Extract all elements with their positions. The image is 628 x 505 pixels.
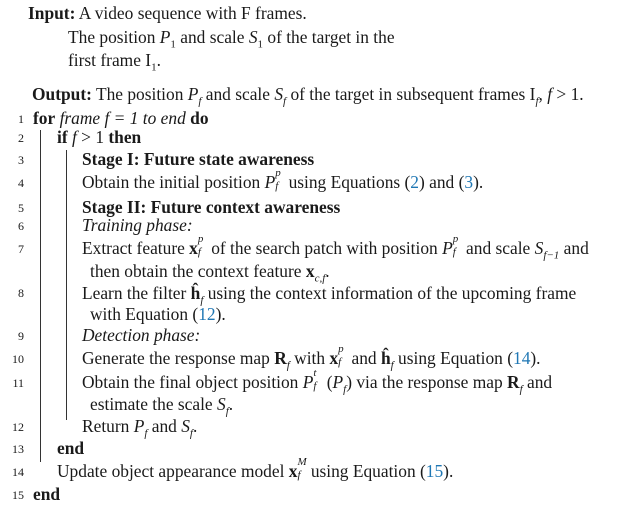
input-label: Input: bbox=[28, 3, 76, 23]
line-number: 3 bbox=[18, 153, 24, 167]
algo-line-8-cont: with Equation (12). bbox=[90, 304, 226, 324]
line-number: 15 bbox=[12, 488, 24, 502]
line-number: 1 bbox=[18, 112, 24, 126]
algo-line-3 bbox=[82, 149, 314, 169]
line-number: 9 bbox=[18, 329, 24, 343]
algo-line-8: Learn the filter $ĥ_f$ using the context information of the upcoming frame bbox=[82, 283, 577, 307]
line-number: 6 bbox=[18, 219, 24, 233]
line-number: 10 bbox=[12, 352, 24, 366]
algo-line-11-cont: estimate the scale $S_f$. bbox=[90, 394, 234, 418]
algo-line-14: Update object appearance model x M f using Equation (15). bbox=[57, 456, 454, 481]
algo-line-5 bbox=[82, 197, 340, 217]
line-number: 7 bbox=[18, 242, 24, 256]
line-number: 8 bbox=[18, 286, 24, 300]
output-line: Output: The position $P_f$ and scale $S_f$ of the target in subsequent frames $I_f$, f > 1. bbox=[32, 84, 584, 108]
algo-line-7: Extract feature x p f of the search patch with position P p f and scale $S_{f-1}$ and bbox=[82, 233, 589, 262]
equation-ref-12[interactable]: 12 bbox=[198, 304, 216, 324]
input-line-2: The position $P_1$ and scale $S_1$ of the target in the bbox=[68, 27, 395, 51]
algo-line-4: Obtain the initial position P p f using Equations (2) and (3). bbox=[82, 167, 484, 192]
algo-line-10: Generate the response map $R_f$ with x p f and $ĥ_f$ using Equation (14). bbox=[82, 343, 541, 372]
input-line-3: first frame $I_1$. bbox=[68, 50, 161, 74]
stage-1-heading: Stage I: Future state awareness bbox=[82, 149, 315, 169]
algo-line-11: Obtain the final object position P t f $(P_f)$ via the response map $R_f$ and bbox=[82, 367, 553, 396]
algo-line-13: end bbox=[57, 438, 85, 458]
algo-line-9: Detection phase: bbox=[82, 325, 201, 345]
line-number: 13 bbox=[12, 442, 24, 456]
equation-ref-15[interactable]: 15 bbox=[425, 461, 444, 481]
algo-line-15: end bbox=[33, 484, 61, 504]
output-label: Output: bbox=[32, 84, 92, 104]
algo-line-6: Training phase: bbox=[82, 215, 193, 235]
line-number: 4 bbox=[18, 176, 24, 190]
line-number: 11 bbox=[12, 376, 24, 390]
equation-ref-14[interactable]: 14 bbox=[513, 348, 531, 368]
input-line-1: Input: A video sequence with F frames. bbox=[28, 3, 307, 23]
algo-line-2: if f > 1 then bbox=[57, 127, 142, 147]
stage-2-heading: Stage II: Future context awareness bbox=[82, 197, 341, 217]
line-number: 14 bbox=[12, 465, 24, 479]
line-number: 5 bbox=[18, 201, 24, 215]
equation-ref-2[interactable]: 2 bbox=[410, 172, 419, 192]
if-block-bar bbox=[66, 150, 67, 420]
algo-line-1: for frame f = 1 to end do bbox=[33, 108, 209, 128]
equation-ref-3[interactable]: 3 bbox=[464, 172, 474, 192]
for-block-bar bbox=[40, 130, 41, 462]
line-number: 12 bbox=[12, 420, 24, 434]
algo-line-12: Return $P_f$ and $S_f$. bbox=[82, 416, 198, 440]
line-number: 2 bbox=[18, 131, 24, 145]
algo-line-7-cont: then obtain the context feature $x_{c,f}$. bbox=[90, 261, 330, 285]
